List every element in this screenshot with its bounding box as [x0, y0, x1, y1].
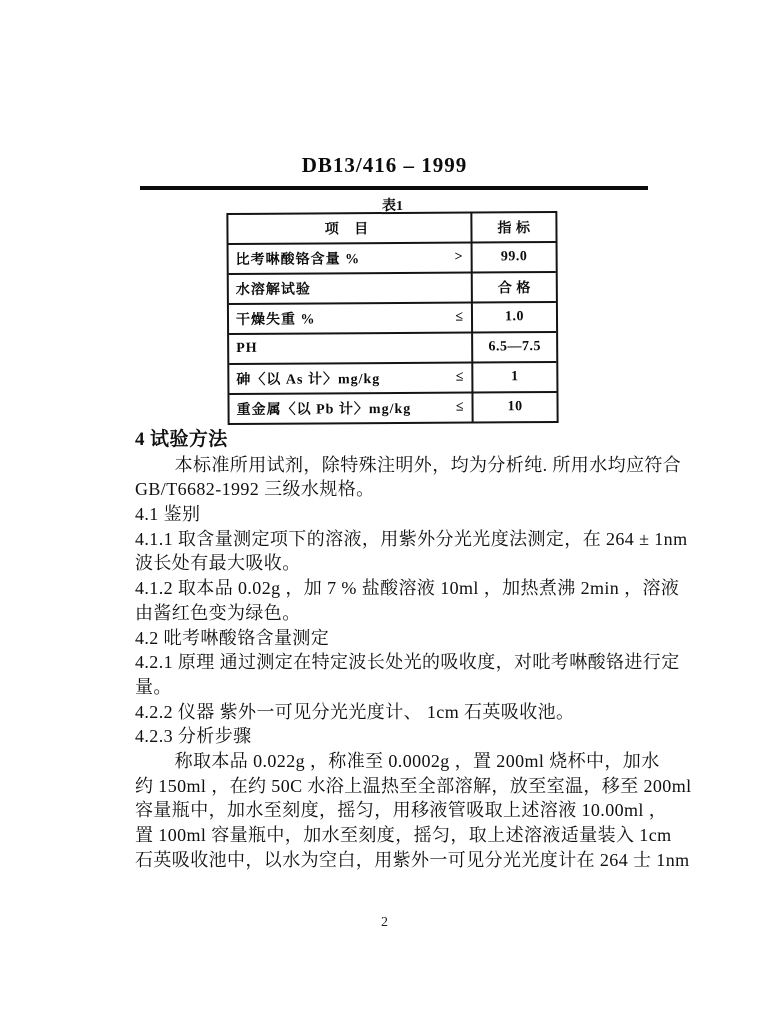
subsection-heading: 4.2.3 分析步骤 — [135, 726, 252, 747]
table-row — [229, 331, 556, 363]
standard-number-header: DB13/416 – 1999 — [301, 153, 468, 177]
spec-value: 99.0 — [500, 249, 528, 265]
page-number: 2 — [381, 915, 388, 930]
col-header-index: 指 标 — [497, 221, 531, 237]
spec-operator: > — [454, 249, 464, 265]
spec-value: 6.5—7.5 — [488, 339, 541, 355]
spec-label: 砷〈以 As 计〉mg/kg — [236, 372, 381, 388]
section-heading: 4 试验方法 — [135, 429, 228, 450]
spec-label: 水溶解试验 — [235, 282, 311, 298]
text-line: 4.1.1 取含量测定项下的溶液，用紫外分光光度法测定，在 264 ± 1nm — [135, 528, 688, 549]
spec-operator: ≤ — [455, 399, 465, 415]
text-line: 称取本品 0.022g ，称准至 0.0002g ，置 200ml 烧杯中，加水 — [174, 750, 660, 771]
spec-value: 1.0 — [504, 309, 525, 325]
subsection-heading: 4.2 吡考啉酸铬含量测定 — [135, 627, 330, 648]
body-text — [135, 428, 692, 872]
text-line: 石英吸收池中，以水为空白，用紫外一可见分光光度计在 264 士 1nm — [135, 849, 690, 870]
spec-label: 比考啉酸铬含量 % — [235, 252, 361, 268]
text-line: 4.2.2 仪器 紫外一可见分光光度计、 1cm 石英吸收池。 — [135, 701, 575, 722]
table-row — [229, 271, 556, 303]
text-line: 本标准所用试剂，除特殊注明外，均为分析纯. 所用水均应符合 — [174, 454, 682, 475]
table-row — [229, 241, 556, 273]
spec-label: 干燥失重 % — [235, 312, 316, 328]
spec-table — [226, 211, 558, 425]
subsection-heading: 4.1 鉴别 — [135, 504, 201, 525]
table-row — [229, 301, 556, 333]
text-line: 4.1.2 取本品 0.02g ，加 7 % 盐酸溶液 10ml ，加热煮沸 2min ，溶液 — [135, 578, 680, 599]
col-header-item: 项 目 — [228, 214, 472, 243]
table-row — [229, 361, 556, 393]
spec-value: 1 — [511, 369, 519, 385]
text-line: 容量瓶中，加水至刻度，摇匀，用移液管吸取上述溶液 10.00ml ， — [135, 800, 668, 821]
spec-label: 重金属〈以 Pb 计〉mg/kg — [236, 401, 412, 418]
table-caption: 表1 — [382, 199, 403, 214]
text-line: 波长处有最大吸收。 — [135, 553, 301, 574]
table-header-row — [228, 213, 555, 243]
spec-value: 10 — [507, 399, 523, 415]
table-row — [229, 391, 556, 423]
text-line: 4.2.1 原理 通过测定在特定波长处光的吸收度，对吡考啉酸铬进行定 — [135, 652, 680, 673]
text-line: GB/T6682-1992 三级水规格。 — [135, 479, 375, 500]
header-rule — [140, 186, 648, 190]
spec-operator: ≤ — [455, 369, 465, 385]
text-line: 量。 — [135, 676, 172, 697]
text-line: 由酱红色变为绿色。 — [135, 602, 301, 623]
spec-value: 合 格 — [497, 281, 531, 297]
spec-operator: ≤ — [455, 309, 465, 325]
spec-label: PH — [236, 340, 258, 356]
text-line: 置 100ml 容量瓶中，加水至刻度，摇匀，取上述溶液适量装入 1cm — [135, 825, 672, 845]
text-line: 约 150ml ，在约 50C 水浴上温热至全部溶解，放至室温，移至 200ml — [135, 775, 692, 796]
